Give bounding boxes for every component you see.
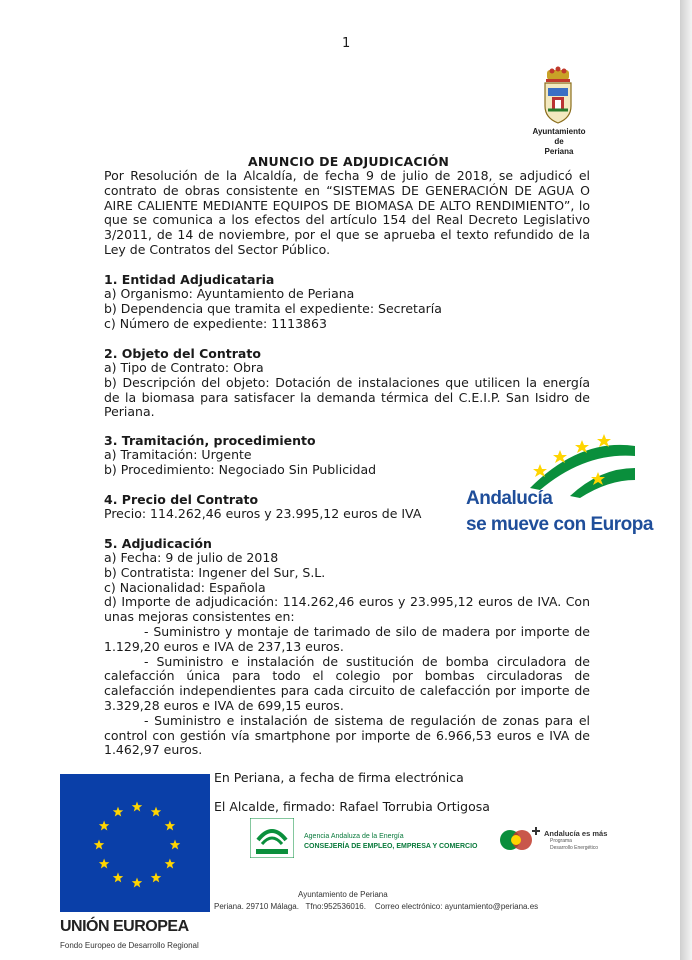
section-heading: 4. Precio del Contrato (104, 492, 259, 507)
andalucia-es-mas-text: Andalucía es más (544, 829, 608, 838)
section-line: b) Procedimiento: Negociado Sin Publicidad (104, 461, 377, 477)
section-line: a) Tramitación: Urgente (104, 447, 252, 462)
crest-label-line: de (554, 137, 564, 146)
section-line: b) Dependencia que tramita el expediente: Secretaría (104, 300, 442, 316)
signature-name: El Alcalde, firmado: Rafael Torrubia Ortigosa (214, 799, 490, 814)
eu-subtitle: Fondo Europeo de Desarrollo Regional (60, 941, 199, 950)
document-title: ANUNCIO DE ADJUDICACIÓN (248, 154, 450, 169)
crest-label (518, 127, 600, 157)
section-line: c) Nacionalidad: Española (104, 579, 266, 595)
section-entidad (104, 272, 590, 331)
consejeria-name: CONSEJERÍA DE EMPLEO, EMPRESA Y COMERCIO (304, 843, 478, 850)
footer-title: Ayuntamiento de Periana (298, 890, 388, 899)
footer-contact: Periana. 29710 Málaga. Tfno:952536016. Correo electrónico: ayuntamiento@periana.es (214, 902, 539, 911)
section-line: a) Tipo de Contrato: Obra (104, 360, 264, 375)
eu-title: UNIÓN EUROPEA (60, 918, 189, 935)
improvement-item: - Suministro e instalación de sistema de regulación de zonas para el control con gestión vía smartphone por importe de 6.966,53 euros e IVA de 1.462,97 euros. (104, 712, 590, 758)
junta-andalucia-logo (250, 818, 294, 858)
section-heading: 5. Adjudicación (104, 536, 212, 551)
section-line: b) Contratista: Ingener del Sur, S.L. (104, 564, 326, 580)
eu-flag-icon (60, 774, 210, 912)
section-heading: 1. Entidad Adjudicataria (104, 272, 275, 287)
section-objeto (104, 346, 590, 420)
crest-label-line: Ayuntamiento (532, 127, 586, 136)
page-edge-shadow (680, 0, 692, 960)
section-line: a) Fecha: 9 de julio de 2018 (104, 550, 279, 565)
andalucia-text: se mueve con Europa (466, 514, 653, 535)
andalucia-es-mas-text: Desarrollo Energético (550, 845, 599, 851)
section-heading: 2. Objeto del Contrato (104, 346, 261, 361)
section-line: Precio: 114.262,46 euros y 23.995,12 euros de IVA (104, 506, 422, 521)
section-line: a) Organismo: Ayuntamiento de Periana (104, 286, 355, 301)
section-heading: 3. Tramitación, procedimiento (104, 433, 316, 448)
section-adjudicacion (104, 536, 590, 758)
municipal-crest-icon (540, 66, 576, 126)
crest-label-line: Periana (544, 147, 574, 156)
andalucia-text: Andalucía (466, 488, 553, 509)
section-line: d) Importe de adjudicación: 114.262,46 euros y 23.995,12 euros de IVA. Con unas mejoras consistentes en: (104, 594, 590, 625)
improvement-item: - Suministro e instalación de sustitución de bomba circuladora de calefacción única para todo el colegio por bombas circuladoras de calefacción independientes para cada circuito de calefacción por importe de 3.329,28 euros e IVA de 699,15 euros. (104, 653, 590, 713)
agency-name: Agencia Andaluza de la Energía (304, 833, 404, 840)
signature-place: En Periana, a fecha de firma electrónica (214, 770, 464, 785)
page-number: 1 (342, 36, 351, 51)
intro-paragraph: Por Resolución de la Alcaldía, de fecha 9 de julio de 2018, se adjudicó el contrato de obras consistente en “SISTEMAS DE GENERACIÓN DE AGUA O AIRE CALIENTE MEDIANTE EQUIPOS DE BIOMASA DE ALTO RENDIMIENTO”, lo que se comunica a los efectos del artículo 154 del Real Decreto Legislativo 3/2011, de 14 de noviembre, por el que se aprueba el texto refundido de la Ley de Contratos del Sector Público. (104, 168, 590, 257)
section-line: c) Número de expediente: 1113863 (104, 315, 327, 331)
section-line: b) Descripción del objeto: Dotación de instalaciones que utilicen la energía de la biomasa para satisfacer la demanda térmica del C.E.I.P. San Isidro de Periana. (104, 374, 590, 420)
andalucia-es-mas-text: Programa (550, 838, 572, 844)
improvement-item: - Suministro y montaje de tarimado de silo de madera por importe de 1.129,20 euros e IVA de 237,13 euros. (104, 623, 590, 654)
